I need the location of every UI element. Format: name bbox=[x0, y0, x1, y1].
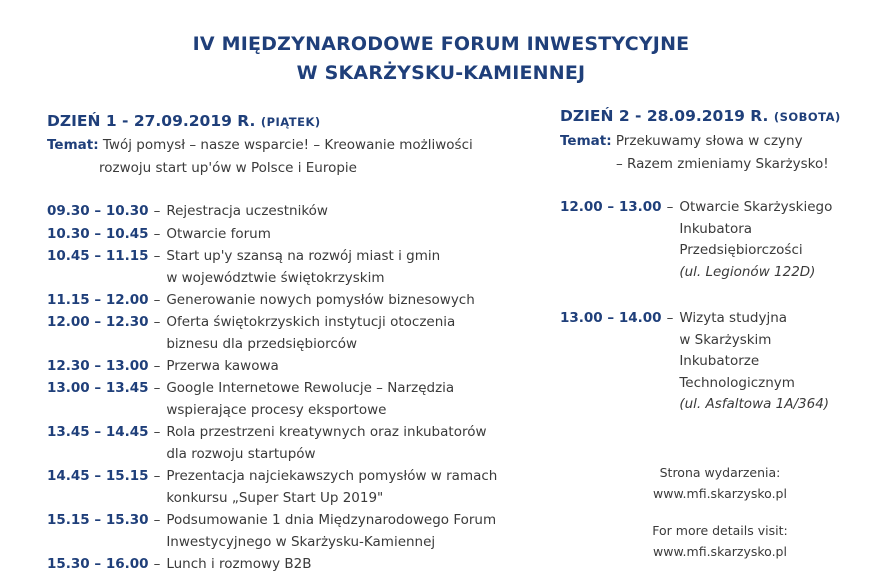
day1-weekday: (PIĄTEK) bbox=[260, 115, 321, 129]
website-url-pl[interactable]: www.mfi.skarzysko.pl bbox=[653, 486, 787, 501]
schedule-description-line: Inwestycyjnego w Skarżysku-Kamiennej bbox=[166, 533, 436, 550]
schedule-item bbox=[47, 466, 497, 509]
schedule-description bbox=[166, 201, 328, 223]
schedule-time: 13.45 – 14.45 bbox=[47, 424, 149, 440]
schedule-description-line: Generowanie nowych pomysłów biznesowych bbox=[166, 292, 475, 308]
schedule-time: 15.30 – 16.00 bbox=[47, 556, 149, 572]
schedule-time: 12.00 – 12.30 bbox=[47, 314, 149, 330]
schedule-separator: – bbox=[153, 248, 161, 264]
day1-topic bbox=[47, 134, 527, 180]
schedule-description-line: dla rozwoju startupów bbox=[166, 445, 316, 462]
schedule-description bbox=[166, 246, 440, 289]
schedule-description-line: biznesu dla przedsiębiorców bbox=[166, 335, 358, 352]
schedule-description-line: w Skarżyskim bbox=[679, 331, 772, 348]
website-label-en: For more details visit: bbox=[652, 523, 788, 538]
schedule-description bbox=[166, 466, 497, 509]
day2-topic-line-1: Przekuwamy słowa w czyny bbox=[615, 133, 803, 149]
schedule-description-line: Prezentacja najciekawszych pomysłów w ramach bbox=[166, 468, 498, 484]
day1-topic-line-2: rozwoju start up'ów w Polsce i Europie bbox=[99, 160, 357, 176]
schedule-time: 12.30 – 13.00 bbox=[47, 358, 149, 374]
schedule-separator: – bbox=[153, 380, 161, 396]
website-url-en[interactable]: www.mfi.skarzysko.pl bbox=[653, 544, 787, 559]
schedule-description-line: Google Internetowe Rewolucje – Narzędzia bbox=[166, 380, 455, 396]
day1-topic-line-1: Twój pomysł – nasze wsparcie! – Kreowanie możliwości bbox=[102, 137, 473, 153]
schedule-description-line: Lunch i rozmowy B2B bbox=[166, 556, 312, 572]
schedule-description-line: Otwarcie Skarżyskiego bbox=[679, 199, 833, 215]
title-line-2: W SKARŻYSKU-KAMIENNEJ bbox=[296, 62, 586, 84]
schedule-separator: – bbox=[153, 292, 161, 308]
schedule-item bbox=[560, 197, 832, 283]
schedule-description-line: Inkubatora bbox=[679, 220, 753, 237]
schedule-item bbox=[47, 201, 328, 223]
schedule-description-line: Przerwa kawowa bbox=[166, 358, 279, 374]
event-website-en bbox=[610, 520, 830, 562]
day2-topic-line-2: – Razem zmieniamy Skarżysko! bbox=[616, 156, 829, 172]
schedule-description bbox=[679, 197, 832, 283]
schedule-description-line: Otwarcie forum bbox=[166, 226, 271, 242]
schedule-item bbox=[47, 554, 311, 576]
schedule-location: (ul. Asfaltowa 1A/364) bbox=[679, 396, 830, 412]
schedule-description-line: Rola przestrzeni kreatywnych oraz inkubatorów bbox=[166, 424, 487, 440]
schedule-item bbox=[47, 290, 475, 312]
day2-topic-label: Temat: bbox=[560, 133, 612, 149]
schedule-item bbox=[47, 312, 455, 355]
schedule-description bbox=[166, 554, 311, 576]
schedule-separator: – bbox=[153, 556, 161, 572]
schedule-description-line: Przedsiębiorczości bbox=[679, 242, 803, 258]
day2-date: DZIEŃ 2 - 28.09.2019 R. bbox=[560, 107, 769, 125]
schedule-time: 12.00 – 13.00 bbox=[560, 199, 662, 215]
schedule-time: 14.45 – 15.15 bbox=[47, 468, 149, 484]
schedule-time: 10.45 – 11.15 bbox=[47, 248, 149, 264]
schedule-separator: – bbox=[153, 424, 161, 440]
schedule-description-line: konkursu „Super Start Up 2019" bbox=[166, 489, 384, 506]
schedule-description-line: Inkubatorze bbox=[679, 353, 760, 369]
schedule-separator: – bbox=[666, 310, 674, 326]
schedule-description-line: w województwie świętokrzyskim bbox=[166, 269, 385, 286]
schedule-time: 15.15 – 15.30 bbox=[47, 512, 149, 528]
day1-heading bbox=[47, 112, 321, 130]
schedule-time: 11.15 – 12.00 bbox=[47, 292, 149, 308]
schedule-description bbox=[679, 308, 829, 416]
website-label-pl: Strona wydarzenia: bbox=[659, 465, 781, 480]
event-title bbox=[0, 30, 882, 88]
schedule-item bbox=[47, 224, 271, 246]
schedule-description bbox=[166, 312, 455, 355]
schedule-item bbox=[47, 356, 279, 378]
schedule-item bbox=[47, 422, 487, 465]
schedule-description bbox=[166, 224, 271, 246]
schedule-description bbox=[166, 422, 486, 465]
schedule-separator: – bbox=[153, 203, 161, 219]
schedule-item bbox=[47, 378, 454, 421]
schedule-description-line: Start up'y szansą na rozwój miast i gmin bbox=[166, 248, 441, 264]
schedule-description-line: Wizyta studyjna bbox=[679, 310, 788, 326]
schedule-item bbox=[47, 510, 496, 553]
schedule-description bbox=[166, 378, 454, 421]
title-line-1: IV MIĘDZYNARODOWE FORUM INWESTYCYJNE bbox=[192, 33, 690, 55]
day1-topic-label: Temat: bbox=[47, 137, 99, 153]
schedule-separator: – bbox=[153, 226, 161, 242]
schedule-description-line: Oferta świętokrzyskich instytucji otoczenia bbox=[166, 314, 456, 330]
day1-date: DZIEŃ 1 - 27.09.2019 R. bbox=[47, 112, 256, 130]
schedule-time: 13.00 – 14.00 bbox=[560, 310, 662, 326]
day2-heading bbox=[560, 107, 841, 125]
schedule-time: 09.30 – 10.30 bbox=[47, 203, 149, 219]
schedule-separator: – bbox=[153, 314, 161, 330]
schedule-description bbox=[166, 290, 474, 312]
schedule-description-line: wspierające procesy eksportowe bbox=[166, 401, 387, 418]
day2-topic bbox=[560, 130, 860, 176]
schedule-description bbox=[166, 510, 496, 553]
schedule-item bbox=[560, 308, 829, 416]
schedule-description bbox=[166, 356, 278, 378]
schedule-description-line: Technologicznym bbox=[679, 374, 795, 391]
schedule-separator: – bbox=[153, 468, 161, 484]
day2-weekday: (SOBOTA) bbox=[773, 110, 841, 124]
schedule-separator: – bbox=[153, 512, 161, 528]
schedule-item bbox=[47, 246, 440, 289]
schedule-description-line: Podsumowanie 1 dnia Międzynarodowego Forum bbox=[166, 512, 497, 528]
schedule-separator: – bbox=[153, 358, 161, 374]
schedule-description-line: Rejestracja uczestników bbox=[166, 203, 328, 219]
schedule-time: 10.30 – 10.45 bbox=[47, 226, 149, 242]
schedule-separator: – bbox=[666, 199, 674, 215]
schedule-location: (ul. Legionów 122D) bbox=[679, 263, 816, 280]
schedule-time: 13.00 – 13.45 bbox=[47, 380, 149, 396]
event-website-pl bbox=[610, 462, 830, 504]
